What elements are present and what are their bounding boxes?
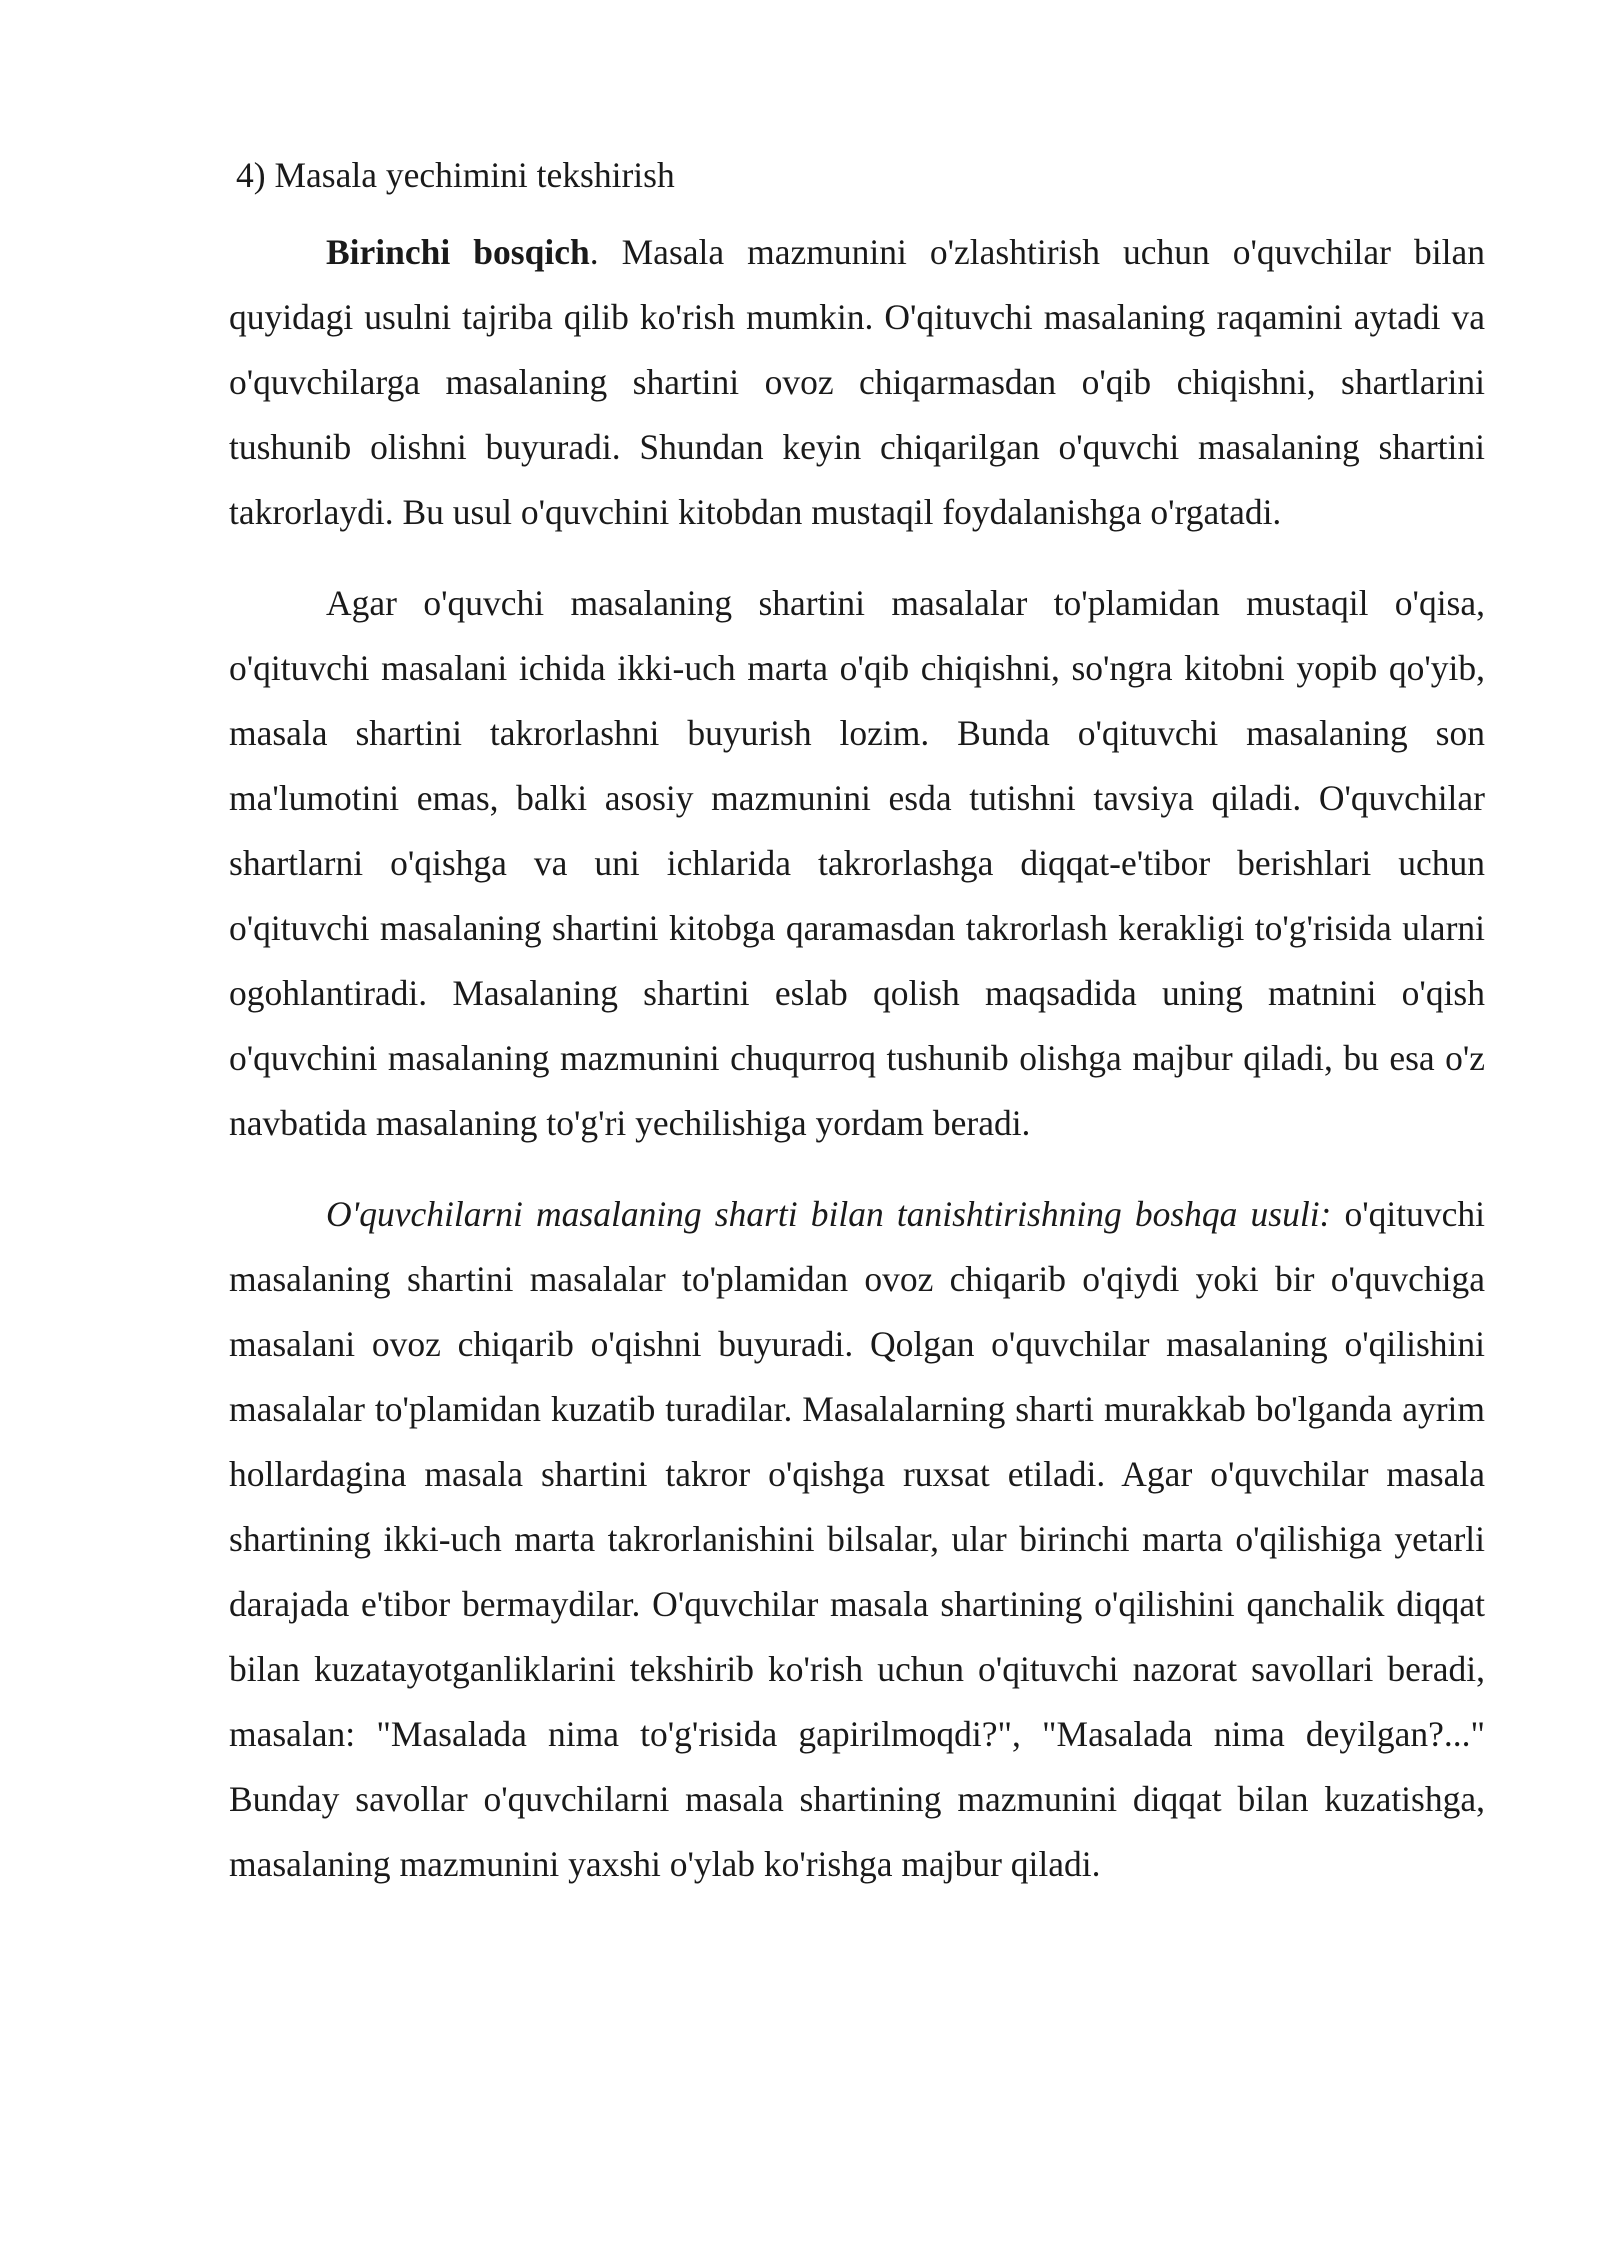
paragraph-text: o'qituvchi masalaning shartini masalalar to'plamidan ovoz chiqarib o'qiydi yoki bir o'quvchiga masalani ovoz chiqarib o'qishni buyuradi. Qolgan o'quvchilar masalaning o'qilishini masalalar to'plamidan kuzatib turadilar. Masalalarning sharti murakkab bo'lganda ayrim hollardagina masala shartini takror o'qishga ruxsat etiladi. Agar o'quvchilar masala shartining ikki-uch marta takrorlanishini bilsalar, ular birinchi marta o'qilishiga yetarli darajada e'tibor bermaydilar. O'quvchilar masala shartining o'qilishini qanchalik diqqat bilan kuzatayotganliklarini tekshirib ko'rish uchun o'qituvchi nazorat savollari beradi, masalan: "Masalada nima to'g'risida gapirilmoqdi?", "Masalada nima deyilgan?..." Bunday savollar o'quvchilarni masala shartining mazmunini diqqat bilan kuzatishga, masalaning mazmunini yaxshi o'ylab ko'rishga majbur qiladi. xyxy=(229,1194,1485,1884)
paragraph-other-method xyxy=(229,1182,1485,1897)
paragraph-text: . Masala mazmunini o'zlashtirish uchun o'quvchilar bilan quyidagi usulni tajriba qilib ko'rish mumkin. O'qituvchi masalaning raqamini aytadi va o'quvchilarga masalaning shartini ovoz chiqarmasdan o'qib chiqishni, shartlarini tushunib olishni buyuradi. Shundan keyin chiqarilgan o'quvchi masalaning shartini takrorlaydi. Bu usul o'quvchini kitobdan mustaqil foydalanishga o'rgatadi. xyxy=(229,232,1485,532)
paragraph-first-stage xyxy=(229,220,1485,545)
paragraph-text: Agar o'quvchi masalaning shartini masalalar to'plamidan mustaqil o'qisa, o'qituvchi masalani ichida ikki-uch marta o'qib chiqishni, so'ngra kitobni yopib qo'yib, masala shartini takrorlashni buyurish lozim. Bunda o'qituvchi masalaning son ma'lumotini emas, balki asosiy mazmunini esda tutishni tavsiya qiladi. O'quvchilar shartlarni o'qishga va uni ichlarida takrorlashga diqqat-e'tibor berishlari uchun o'qituvchi masalaning shartini kitobga qaramasdan takrorlash kerakligi to'g'risida ularni ogohlantiradi. Masalaning shartini eslab qolish maqsadida uning matnini o'qish o'quvchini masalaning mazmunini chuqurroq tushunib olishga majbur qiladi, bu esa o'z navbatida masalaning to'g'ri yechilishiga yordam beradi. xyxy=(229,583,1485,1143)
paragraph-reading-independently xyxy=(229,571,1485,1156)
page-content xyxy=(229,150,1485,1923)
section-heading: 4) Masala yechimini tekshirish xyxy=(236,155,675,195)
bold-lead-text: Birinchi bosqich xyxy=(326,232,590,272)
italic-lead-text: O'quvchilarni masalaning sharti bilan tanishtirishning boshqa usuli: xyxy=(326,1194,1332,1234)
